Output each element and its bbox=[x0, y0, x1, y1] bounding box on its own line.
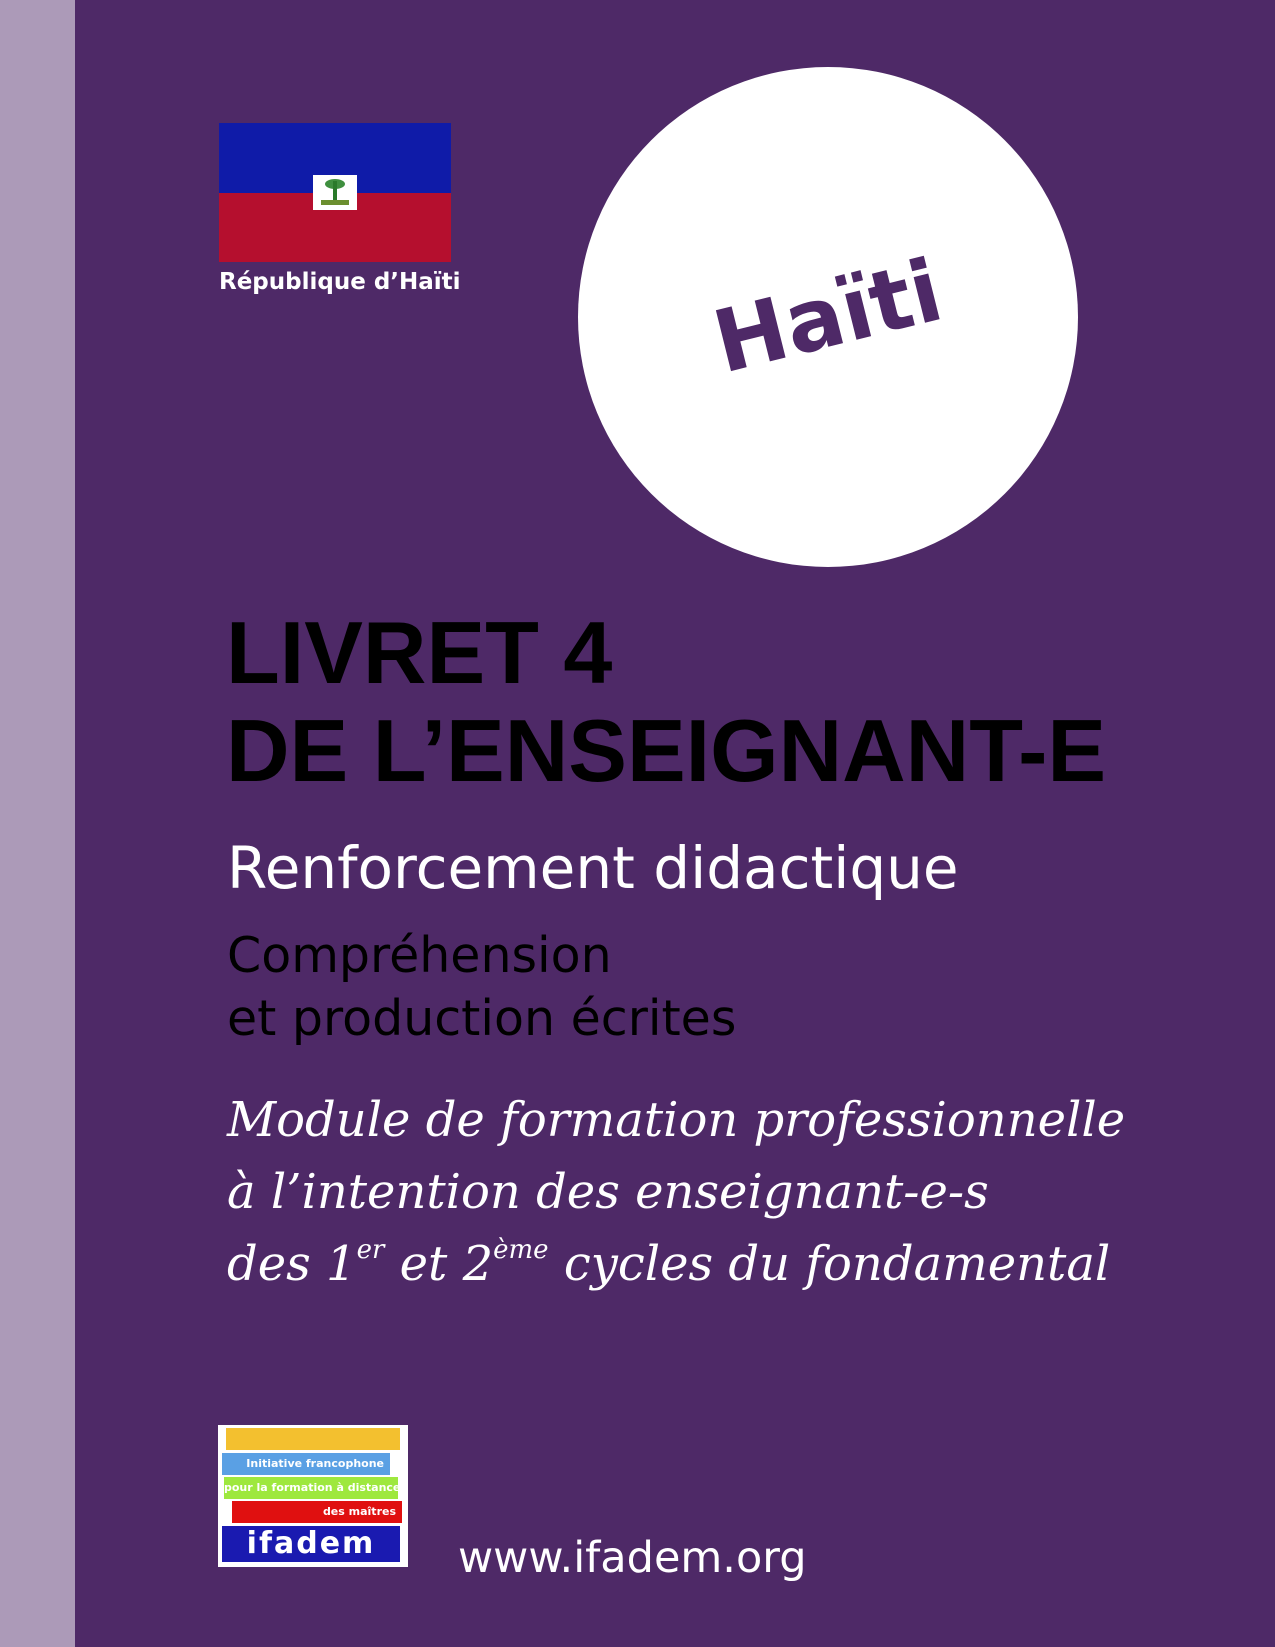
logo-line-1: Initiative francophone bbox=[222, 1453, 390, 1475]
module-line-3-sup-1: er bbox=[356, 1235, 385, 1265]
module-line-2: à l’intention des enseignant-e-s bbox=[227, 1164, 989, 1220]
logo-bar-yellow bbox=[226, 1428, 400, 1450]
topic-line-1: Compréhension bbox=[227, 927, 612, 984]
country-name: Haïti bbox=[704, 240, 952, 394]
module-line-3-sup-2: ème bbox=[493, 1235, 549, 1265]
module-line-3 bbox=[227, 1228, 1125, 1300]
republic-label: République d’Haïti bbox=[219, 269, 461, 295]
module-line-1: Module de formation professionnelle bbox=[227, 1092, 1126, 1148]
website-link: www.ifadem.org bbox=[458, 1533, 807, 1583]
title-line-2: DE L’ENSEIGNANT-E bbox=[226, 701, 1107, 800]
topic bbox=[227, 924, 736, 1050]
country-badge bbox=[578, 67, 1078, 567]
logo-line-3: des maîtres bbox=[232, 1501, 402, 1523]
logo-name: ifadem bbox=[222, 1526, 400, 1562]
booklet-title bbox=[226, 604, 1106, 800]
module-line-3-part-2: et 2 bbox=[384, 1236, 494, 1292]
title-line-1: LIVRET 4 bbox=[226, 603, 613, 702]
module-description bbox=[227, 1084, 1125, 1300]
module-line-3-part-1: des 1 bbox=[227, 1236, 357, 1292]
topic-line-2: et production écrites bbox=[227, 990, 737, 1047]
coat-of-arms-icon bbox=[313, 175, 357, 210]
logo-line-2: pour la formation à distance bbox=[224, 1477, 398, 1499]
subtitle: Renforcement didactique bbox=[227, 834, 959, 902]
module-line-3-part-3: cycles du fondamental bbox=[548, 1236, 1111, 1292]
ifadem-logo bbox=[218, 1425, 408, 1567]
side-band bbox=[0, 0, 75, 1647]
haiti-flag-icon bbox=[219, 123, 451, 262]
